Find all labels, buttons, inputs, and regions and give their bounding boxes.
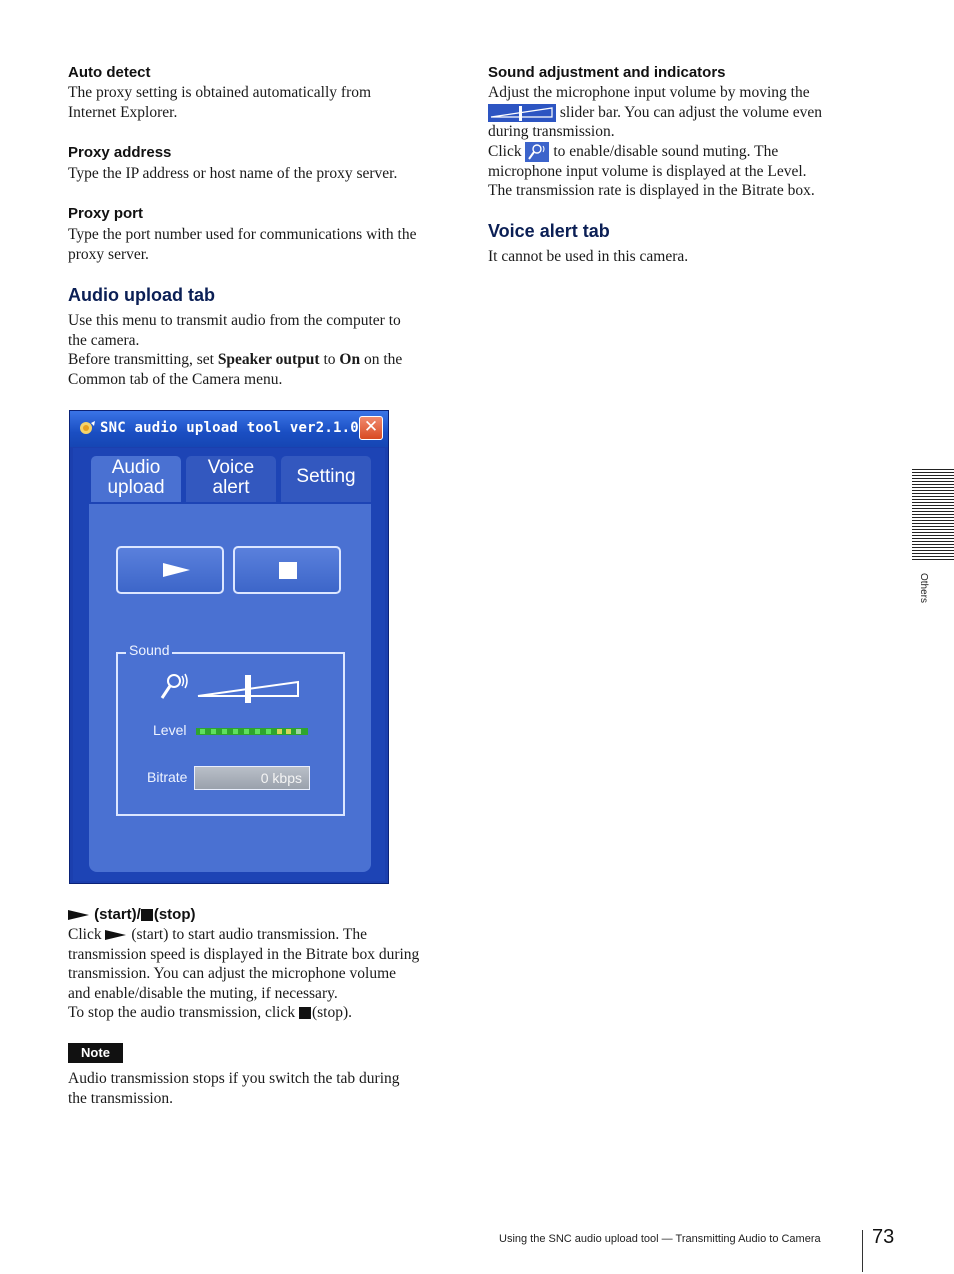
stop-icon xyxy=(141,909,154,922)
text-line: The proxy setting is obtained automatically from xyxy=(68,84,372,101)
text-line: microphone input volume is displayed at the Level. xyxy=(488,162,807,180)
audio-upload-panel xyxy=(89,504,371,872)
microphone-mute-toggle-icon[interactable] xyxy=(158,672,192,702)
start-stop-heading xyxy=(68,906,196,923)
text-run: slider bar. You can adjust the volume even xyxy=(556,103,823,121)
level-meter xyxy=(196,727,308,737)
text-line xyxy=(68,1003,419,1023)
text-line xyxy=(488,103,822,123)
text-run: (stop). xyxy=(311,1004,353,1021)
footer-divider xyxy=(862,1230,863,1272)
text-line: Type the port number used for communications with the xyxy=(68,226,417,243)
text-line: Common tab of the Camera menu. xyxy=(68,370,283,388)
auto-detect-heading: Auto detect xyxy=(68,64,151,81)
text-line xyxy=(488,142,822,162)
stop-button[interactable] xyxy=(233,546,341,594)
tab-setting[interactable] xyxy=(281,456,371,502)
text-line: the camera. xyxy=(68,331,140,349)
volume-slider[interactable] xyxy=(196,674,302,704)
footer-text: Using the SNC audio upload tool — Transmitting Audio to Camera xyxy=(499,1233,821,1245)
play-icon xyxy=(118,548,222,592)
text-line: Adjust the microphone input volume by moving the xyxy=(488,84,810,101)
proxy-address-text xyxy=(68,164,397,184)
note-text xyxy=(68,1069,400,1108)
on-term: On xyxy=(339,351,361,368)
proxy-port-heading: Proxy port xyxy=(68,205,144,222)
audio-upload-tool-window xyxy=(69,410,389,884)
proxy-port-text xyxy=(68,225,416,264)
microphone-icon xyxy=(525,142,549,162)
text-line: transmission. You can adjust the microphone volume xyxy=(68,965,397,982)
speaker-output-term: Speaker output xyxy=(217,351,320,368)
text-run: Before transmitting, set xyxy=(68,351,218,368)
title-bar[interactable] xyxy=(70,411,388,447)
tab-voice-alert[interactable] xyxy=(186,456,276,502)
play-icon xyxy=(105,929,127,941)
text-line: Audio transmission stops if you switch the tab during xyxy=(68,1070,400,1087)
text-run: (start) to start audio transmission. The xyxy=(127,926,367,943)
sound-group-label: Sound xyxy=(126,642,172,658)
text-run: to xyxy=(319,351,340,368)
auto-detect-text xyxy=(68,83,371,122)
play-icon xyxy=(68,909,90,921)
text-run: To stop the audio transmission, click xyxy=(68,1004,299,1021)
page-number: 73 xyxy=(872,1226,895,1248)
heading-run: (start)/ xyxy=(90,906,141,923)
text-line: transmission speed is displayed in the Bitrate box during xyxy=(68,945,420,963)
text-line: the transmission. xyxy=(68,1089,174,1107)
sound-group xyxy=(116,642,345,816)
text-line: during transmission. xyxy=(488,123,615,140)
close-button[interactable]: ✕ xyxy=(359,416,383,440)
text-line: It cannot be used in this camera. xyxy=(488,248,689,265)
text-line: Internet Explorer. xyxy=(68,103,178,121)
sound-adjustment-heading: Sound adjustment and indicators xyxy=(488,64,726,81)
app-icon xyxy=(78,419,96,437)
text-run: Click xyxy=(68,926,106,943)
bitrate-box: 0 kbps xyxy=(194,766,310,790)
tab-label: Audio xyxy=(111,457,161,478)
side-tab-label: Others xyxy=(918,573,929,604)
text-run: to enable/disable sound muting. The xyxy=(549,142,779,160)
audio-upload-heading: Audio upload tab xyxy=(68,285,215,305)
text-line: Type the IP address or host name of the proxy server. xyxy=(68,165,398,182)
start-stop-text xyxy=(68,925,419,1023)
stop-icon xyxy=(299,1007,312,1020)
slider-bar-icon xyxy=(488,104,556,122)
slider-thumb[interactable] xyxy=(245,675,251,703)
text-line xyxy=(68,350,402,370)
text-run: on the xyxy=(360,351,403,368)
window-client-area xyxy=(73,448,385,881)
text-line: proxy server. xyxy=(68,245,149,263)
stop-icon xyxy=(235,548,339,592)
voice-alert-text xyxy=(488,247,688,267)
tab-label: Setting xyxy=(296,466,356,487)
bitrate-label: Bitrate xyxy=(147,769,188,785)
text-run: Click xyxy=(488,142,526,160)
tab-audio-upload[interactable] xyxy=(91,456,181,502)
text-line: The transmission rate is displayed in the Bitrate box. xyxy=(488,182,815,200)
note-badge: Note xyxy=(68,1043,123,1063)
window-title: SNC audio upload tool ver2.1.0 xyxy=(100,420,359,436)
heading-run: (stop) xyxy=(153,906,196,923)
voice-alert-heading: Voice alert tab xyxy=(488,221,610,241)
proxy-address-heading: Proxy address xyxy=(68,144,172,161)
text-line: and enable/disable the muting, if necessary. xyxy=(68,984,338,1002)
sound-adjustment-text xyxy=(488,83,822,201)
level-label: Level xyxy=(153,722,187,738)
audio-upload-text xyxy=(68,311,402,389)
text-line: Use this menu to transmit audio from the computer to xyxy=(68,312,401,329)
tab-label: alert xyxy=(212,477,250,498)
start-button[interactable] xyxy=(116,546,224,594)
side-index-marker xyxy=(912,469,954,561)
text-line xyxy=(68,925,419,945)
tab-label: upload xyxy=(107,477,165,498)
tab-label: Voice xyxy=(207,457,255,478)
